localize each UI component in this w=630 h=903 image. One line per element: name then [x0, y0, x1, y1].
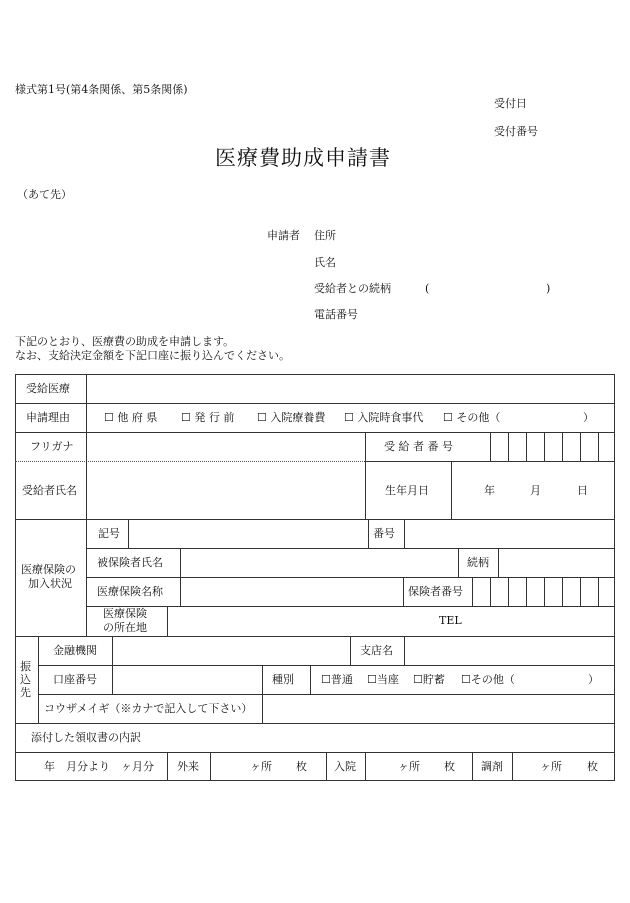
row-divider [15, 432, 615, 433]
col-divider [365, 432, 366, 519]
row-divider [15, 636, 615, 637]
applicant-label: 申請者 [267, 229, 300, 242]
digit-box-divider [562, 432, 563, 461]
addressee: （あて先） [17, 188, 72, 201]
col-divider [458, 548, 459, 577]
col-divider [368, 519, 369, 548]
digit-box-divider [598, 432, 599, 461]
pharmacy-places-label: ヶ所 [540, 760, 562, 773]
reason-other-prefecture-checkbox[interactable]: ☐ 他 府 県 [104, 411, 158, 424]
digit-box-divider [526, 432, 527, 461]
row-divider [15, 723, 615, 724]
account-type-label: 種別 [272, 673, 294, 686]
outpatient-label: 外来 [177, 760, 199, 773]
row-divider-dotted [15, 461, 365, 462]
account-number-label: 口座番号 [53, 673, 97, 686]
relationship-label: 続柄 [467, 556, 489, 569]
col-divider [472, 577, 473, 606]
inpatient-sheets-label: 枚 [444, 760, 455, 773]
col-divider [404, 519, 405, 548]
col-divider [403, 577, 404, 606]
recipient-name-label: 受給者氏名 [22, 484, 77, 497]
insurance-location-label-2: の所在地 [103, 621, 147, 634]
digit-box-divider [580, 432, 581, 461]
col-divider [262, 665, 263, 723]
number-label: 番号 [373, 527, 395, 540]
birth-day-label: 日 [577, 484, 588, 497]
row-divider [38, 694, 615, 695]
digit-box-divider [508, 577, 509, 606]
recipient-medical-label: 受給医療 [26, 382, 70, 395]
branch-label: 支店名 [360, 644, 393, 657]
row-divider [86, 606, 615, 607]
receipts-breakdown-label: 添付した領収書の内訳 [31, 731, 141, 744]
transfer-label-2: 込 [20, 673, 31, 686]
received-number-label: 受付番号 [494, 125, 538, 138]
row-divider [86, 577, 615, 578]
birth-date-label: 生年月日 [385, 484, 429, 497]
inpatient-places-label: ヶ所 [398, 760, 420, 773]
transfer-label-1: 振 [20, 660, 31, 673]
pharmacy-label: 調剤 [481, 760, 503, 773]
relation-label: 受給者との続柄 [314, 282, 391, 295]
digit-box-divider [544, 432, 545, 461]
transfer-label-3: 先 [20, 686, 31, 699]
col-divider [326, 752, 327, 781]
received-date-label: 受付日 [494, 97, 527, 110]
pharmacy-sheets-label: 枚 [587, 760, 598, 773]
relation-open-paren: ( [425, 282, 430, 295]
col-divider [498, 548, 499, 577]
inpatient-label: 入院 [334, 760, 356, 773]
digit-box-divider [580, 577, 581, 606]
digit-box-divider [508, 432, 509, 461]
intro-line-2: なお、支給決定金額を下記口座に振り込んでください。 [15, 349, 290, 362]
account-holder-label: コウザメイギ（※カナで記入して下さい） [44, 702, 253, 715]
account-type-other-close: ） [588, 673, 599, 686]
name-label: 氏名 [314, 256, 336, 269]
relation-close-paren: ) [546, 282, 551, 295]
reason-inpatient-care-checkbox[interactable]: ☐ 入院療養費 [257, 411, 326, 424]
outpatient-places-label: ヶ所 [250, 760, 272, 773]
account-type-savings-checkbox[interactable]: ☐貯蓄 [413, 673, 445, 686]
insurance-status-label-2: 加入状況 [28, 577, 72, 590]
insurance-location-label-1: 医療保険 [103, 607, 147, 620]
digit-box-divider [562, 577, 563, 606]
period-label: 年 月分より ヶ月分 [44, 760, 154, 773]
col-divider [86, 374, 87, 636]
digit-box-divider [490, 577, 491, 606]
col-divider [38, 636, 39, 723]
form-number: 様式第1号(第4条関係、第5条関係) [15, 83, 188, 96]
col-divider [128, 519, 129, 548]
intro-line-1: 下記のとおり、医療費の助成を申請します。 [15, 335, 235, 348]
reason-label: 申請理由 [26, 411, 70, 424]
col-divider [350, 636, 351, 665]
col-divider [310, 665, 311, 694]
birth-month-label: 月 [530, 484, 541, 497]
row-divider [15, 519, 615, 520]
col-divider [167, 752, 168, 781]
row-divider [15, 403, 615, 404]
col-divider [180, 548, 181, 606]
account-type-current-checkbox[interactable]: ☐当座 [367, 673, 399, 686]
col-divider [167, 606, 168, 636]
reason-other-close: ） [583, 411, 594, 424]
row-divider [38, 665, 615, 666]
digit-box-divider [598, 577, 599, 606]
outpatient-sheets-label: 枚 [296, 760, 307, 773]
col-divider [365, 752, 366, 781]
row-divider [15, 752, 615, 753]
tel-label: TEL [439, 614, 462, 627]
col-divider [210, 752, 211, 781]
col-divider [451, 461, 452, 519]
address-label: 住所 [314, 229, 336, 242]
row-divider [86, 548, 615, 549]
birth-year-label: 年 [484, 484, 495, 497]
bank-label: 金融機関 [53, 644, 97, 657]
insurance-name-label: 医療保険名称 [97, 585, 163, 598]
phone-label: 電話番号 [314, 308, 358, 321]
form-title: 医療費助成申請書 [215, 146, 391, 170]
col-divider [472, 752, 473, 781]
col-divider [112, 636, 113, 694]
digit-box-divider [544, 577, 545, 606]
digit-box-divider [490, 432, 491, 461]
digit-box-divider [526, 577, 527, 606]
furigana-label: フリガナ [30, 440, 74, 453]
symbol-label: 記号 [98, 527, 120, 540]
col-divider [512, 752, 513, 781]
insurer-number-label: 保険者番号 [408, 585, 463, 598]
insurance-status-label-1: 医療保険の [21, 563, 76, 576]
reason-before-issue-checkbox[interactable]: ☐ 発 行 前 [181, 411, 235, 424]
account-type-other-checkbox[interactable]: ☐その他（ [461, 673, 515, 686]
row-divider [365, 461, 615, 462]
insured-name-label: 被保険者氏名 [97, 556, 163, 569]
reason-inpatient-meal-checkbox[interactable]: ☐ 入院時食事代 [344, 411, 424, 424]
account-type-ordinary-checkbox[interactable]: ☐普通 [321, 673, 353, 686]
col-divider [404, 636, 405, 665]
reason-other-checkbox[interactable]: ☐ その他（ [443, 411, 501, 424]
recipient-number-label: 受 給 者 番 号 [384, 440, 453, 453]
